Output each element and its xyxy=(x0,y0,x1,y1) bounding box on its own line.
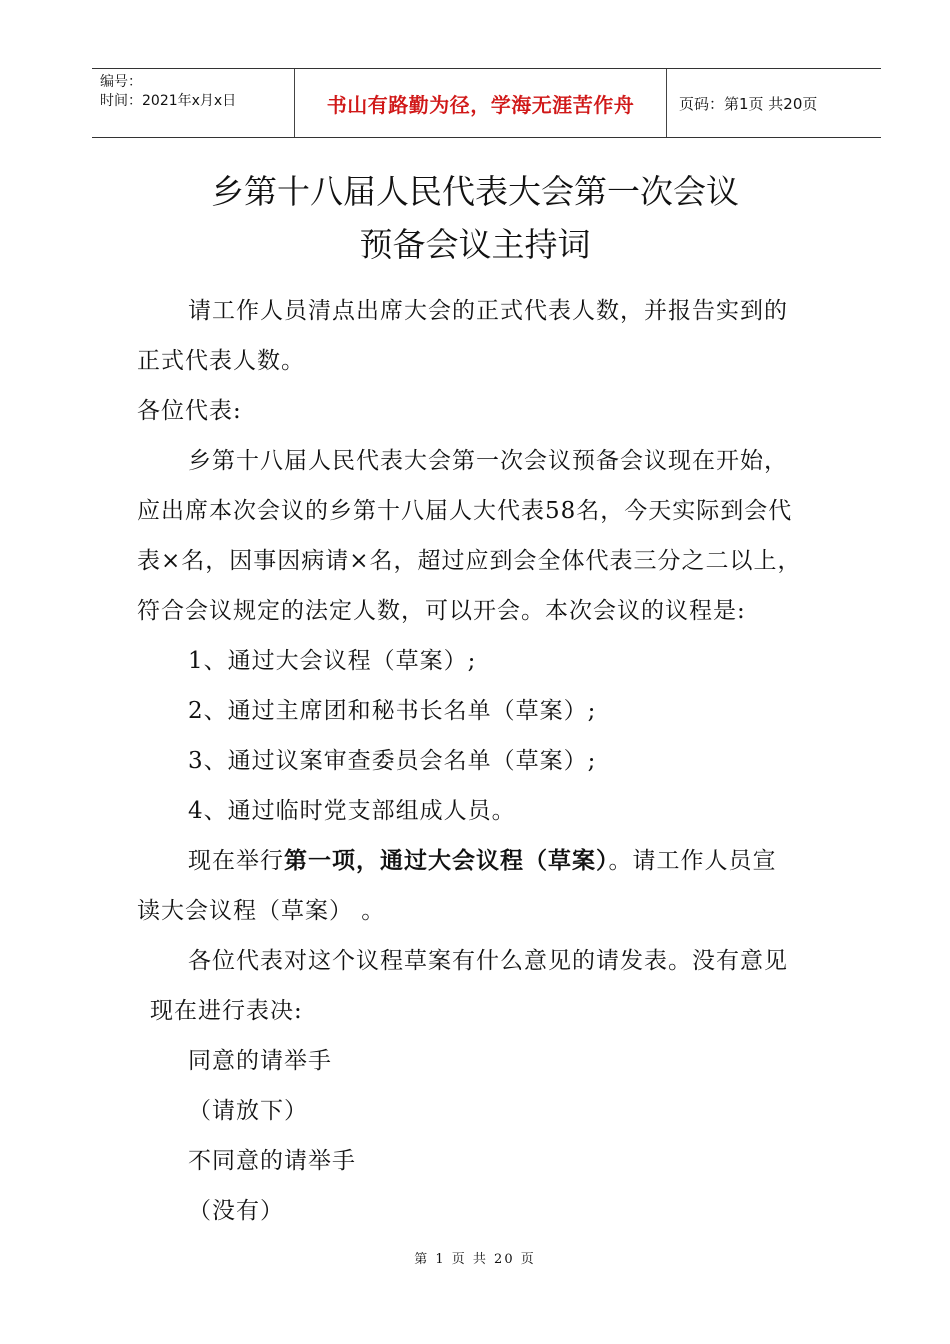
paragraph-line: 乡第十八届人民代表大会第一次会议预备会议现在开始， xyxy=(188,448,788,474)
paragraph-line: 读大会议程（草案） 。 xyxy=(137,898,386,924)
text-run: 。请工作人员宣 xyxy=(608,848,777,874)
code-label: 编号： xyxy=(100,74,142,90)
paragraph-line: 应出席本次会议的乡第十八届人大代表58名，今天实际到会代 xyxy=(137,498,793,524)
vote-line: 不同意的请举手 xyxy=(188,1148,356,1174)
paragraph-line: 正式代表人数。 xyxy=(137,348,305,374)
agenda-item-1: 1、通过大会议程（草案）; xyxy=(188,648,477,674)
greeting-line: 各位代表: xyxy=(137,398,242,424)
vote-note: （请放下） xyxy=(188,1098,308,1124)
time-label: 时间：2021年x月x日 xyxy=(100,93,237,109)
page-footer: 第 1 页 共 20 页 xyxy=(414,1252,536,1267)
vote-note: （没有） xyxy=(188,1198,284,1224)
motto-text: 书山有路勤为径，学海无涯苦作舟 xyxy=(326,92,635,117)
agenda-item-2: 2、通过主席团和秘书长名单（草案）; xyxy=(188,698,597,724)
paragraph-line: 表×名，因事因病请×名，超过应到会全体代表三分之二以上， xyxy=(137,548,802,574)
paragraph-line xyxy=(188,846,777,876)
text-run: 现在举行 xyxy=(188,848,284,874)
agenda-item-4: 4、通过临时党支部组成人员。 xyxy=(188,798,516,824)
document-header xyxy=(92,68,881,138)
paragraph-line: 现在进行表决: xyxy=(150,998,303,1024)
bold-text-run: 第一项，通过大会议程（草案） xyxy=(284,847,609,874)
vote-line: 同意的请举手 xyxy=(188,1048,332,1074)
header-meta-cell xyxy=(92,69,294,137)
page-label: 页码：第1页 共20页 xyxy=(679,94,818,113)
document-title-line1: 乡第十八届人民代表大会第一次会议 xyxy=(211,172,739,211)
page-number-cell xyxy=(667,69,881,137)
motto-cell xyxy=(294,69,667,137)
paragraph-line: 各位代表对这个议程草案有什么意见的请发表。没有意见 xyxy=(188,948,788,974)
paragraph-line: 符合会议规定的法定人数，可以开会。本次会议的议程是: xyxy=(137,598,746,624)
document-title-line2: 预备会议主持词 xyxy=(359,225,591,264)
agenda-item-3: 3、通过议案审查委员会名单（草案）; xyxy=(188,748,597,774)
paragraph-line: 请工作人员清点出席大会的正式代表人数，并报告实到的 xyxy=(188,298,788,324)
